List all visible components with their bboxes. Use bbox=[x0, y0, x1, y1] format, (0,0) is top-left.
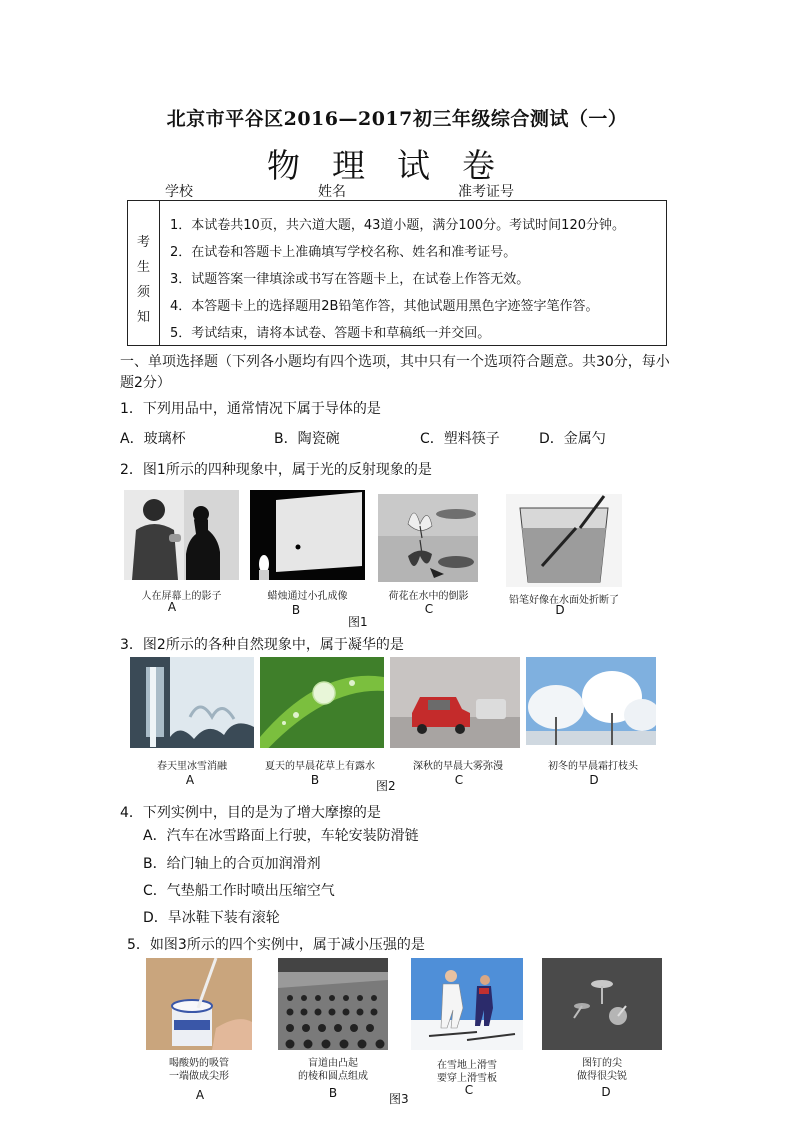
notice-rule: 1．本试卷共10页，共六道大题，43道小题，满分100分。考试时间120分钟。 bbox=[170, 218, 625, 233]
notice-head-char: 生 bbox=[136, 260, 150, 275]
dewdrop-leaf-photo bbox=[260, 657, 384, 748]
fig1-label-b: B bbox=[291, 603, 301, 617]
fig3-label-b: B bbox=[328, 1086, 338, 1100]
q4-option-a: A．汽车在冰雪路面上行驶，车轮安装防滑链 bbox=[143, 828, 419, 844]
q1-option-b: B．陶瓷碗 bbox=[274, 431, 340, 447]
notice-head-char: 知 bbox=[136, 310, 150, 325]
fig1-caption-c: 荷花在水中的倒影 bbox=[388, 591, 469, 602]
figure-3-label: 图3 bbox=[389, 1092, 409, 1106]
question-4-stem: 4．下列实例中，目的是为了增大摩擦的是 bbox=[120, 805, 381, 821]
fig3-caption-c-line1: 在雪地上滑雪 bbox=[437, 1060, 497, 1071]
notice-head-char: 考 bbox=[136, 235, 150, 250]
exam-id-blank bbox=[514, 186, 628, 201]
fig3-caption-c-line2: 要穿上滑雪板 bbox=[437, 1073, 497, 1084]
fig1-label-d: D bbox=[555, 603, 565, 617]
section-heading: 一、单项选择题（下列各小题均有四个选项，其中只有一个选项符合题意。共30分，每小 bbox=[120, 354, 670, 370]
fig2-caption-a: 春天里冰雪消融 bbox=[157, 761, 227, 772]
q4-option-d: D．旱冰鞋下装有滚轮 bbox=[143, 910, 280, 926]
fig3-label-d: D bbox=[601, 1085, 611, 1099]
fig3-caption-d-line2: 做得很尖锐 bbox=[577, 1071, 627, 1082]
fig2-caption-d: 初冬的早晨霜打枝头 bbox=[548, 761, 638, 772]
fig1-caption-d: 铅笔好像在水面处折断了 bbox=[509, 595, 619, 606]
fig3-label-a: A bbox=[195, 1088, 205, 1102]
shadow-photo bbox=[124, 490, 239, 580]
q4-option-c: C．气垫船工作时喷出压缩空气 bbox=[143, 883, 335, 899]
question-5-stem: 5．如图3所示的四个实例中，属于减小压强的是 bbox=[127, 937, 425, 953]
name-label: 姓名 bbox=[318, 184, 346, 200]
skiing-photo bbox=[411, 958, 523, 1050]
fig2-caption-b: 夏天的早晨花草上有露水 bbox=[265, 761, 375, 772]
name-field bbox=[318, 181, 452, 201]
fig2-label-c: C bbox=[454, 773, 464, 787]
fig2-label-d: D bbox=[589, 773, 599, 787]
fig3-caption-d-line1: 图钉的尖 bbox=[582, 1058, 622, 1069]
notice-rule: 2．在试卷和答题卡上准确填写学校名称、姓名和准考证号。 bbox=[170, 245, 517, 260]
pencil-glass-photo bbox=[506, 494, 622, 587]
exam-subtitle: 物理试卷 bbox=[267, 146, 527, 185]
q1-option-c: C．塑料筷子 bbox=[420, 431, 500, 447]
fig3-caption-a-line2: 一端做成尖形 bbox=[169, 1071, 229, 1082]
exam-id-field bbox=[458, 181, 628, 201]
name-blank bbox=[346, 186, 452, 201]
exam-title: 北京市平谷区2016—2017初三年级综合测试（一） bbox=[166, 108, 628, 130]
fig3-caption-b-line1: 盲道由凸起 bbox=[308, 1058, 358, 1069]
fig2-caption-c: 深秋的早晨大雾弥漫 bbox=[413, 761, 503, 772]
fig3-caption-a-line1: 喝酸奶的吸管 bbox=[169, 1058, 229, 1069]
pinhole-candle-photo bbox=[250, 490, 365, 580]
section-heading-cont: 题2分） bbox=[120, 375, 171, 391]
notice-head-char: 须 bbox=[136, 285, 150, 300]
school-blank bbox=[193, 186, 311, 201]
question-2-stem: 2．图1所示的四种现象中，属于光的反射现象的是 bbox=[120, 462, 432, 478]
fig1-caption-a: 人在屏幕上的影子 bbox=[141, 591, 222, 602]
q4-option-b: B．给门轴上的合页加润滑剂 bbox=[143, 856, 321, 872]
tactile-paving-photo bbox=[278, 958, 388, 1050]
notice-box bbox=[127, 200, 667, 346]
thumbtacks-photo bbox=[542, 958, 662, 1050]
notice-rule: 3．试题答案一律填涂或书写在答题卡上，在试卷上作答无效。 bbox=[170, 272, 530, 287]
figure-2-label: 图2 bbox=[376, 779, 396, 793]
notice-rule: 4．本答题卡上的选择题用2B铅笔作答，其他试题用黑色字迹签字笔作答。 bbox=[170, 299, 599, 314]
lotus-reflection-photo bbox=[378, 494, 478, 582]
question-3-stem: 3．图2所示的各种自然现象中，属于凝华的是 bbox=[120, 637, 404, 653]
fig2-label-b: B bbox=[310, 773, 320, 787]
school-field bbox=[165, 181, 311, 201]
school-label: 学校 bbox=[165, 184, 193, 200]
yogurt-straw-photo bbox=[146, 958, 252, 1050]
fig1-label-a: A bbox=[167, 600, 177, 614]
fig1-caption-b: 蜡烛通过小孔成像 bbox=[267, 591, 348, 602]
notice-heading bbox=[128, 201, 160, 345]
figure-1-label: 图1 bbox=[348, 615, 368, 629]
frost-branches-photo bbox=[526, 657, 656, 745]
fig1-label-c: C bbox=[424, 602, 434, 616]
q1-option-a: A．玻璃杯 bbox=[120, 431, 186, 447]
q1-option-d: D．金属勺 bbox=[539, 431, 606, 447]
fig3-caption-b-line2: 的棱和圆点组成 bbox=[298, 1071, 368, 1082]
melting-ice-photo bbox=[130, 657, 254, 748]
fig3-label-c: C bbox=[464, 1083, 474, 1097]
notice-rule: 5．考试结束，请将本试卷、答题卡和草稿纸一并交回。 bbox=[170, 326, 491, 341]
foggy-car-photo bbox=[390, 657, 520, 748]
fig2-label-a: A bbox=[185, 773, 195, 787]
question-1-stem: 1．下列用品中，通常情况下属于导体的是 bbox=[120, 401, 381, 417]
exam-id-label: 准考证号 bbox=[458, 184, 514, 200]
